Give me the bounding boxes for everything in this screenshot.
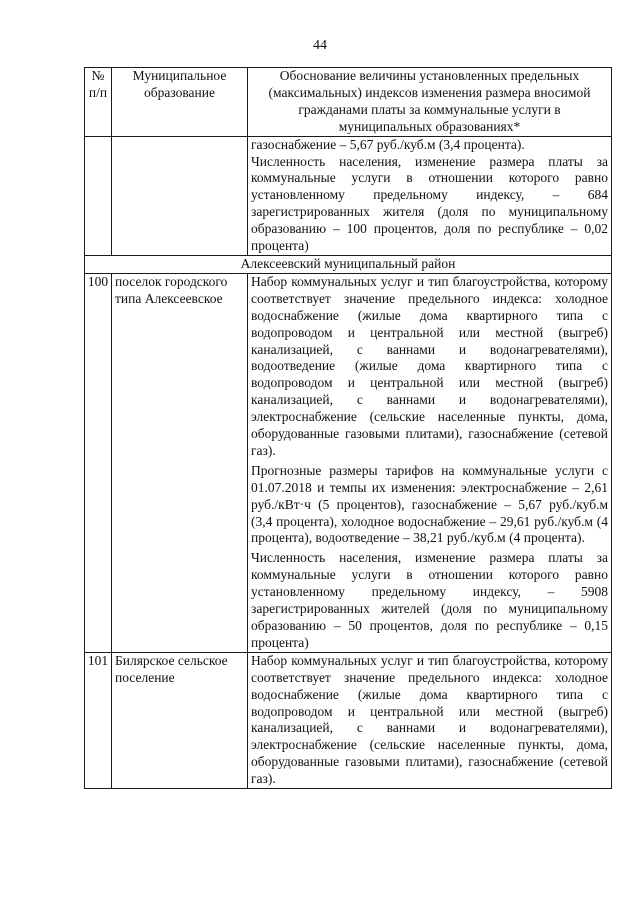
header-municipality: Муниципальное образование [112,68,248,137]
justification-paragraph: Численность населения, изменение размера платы за коммунальные услуги в отношении которого равно установленному предельному индексу, – 5908 зарегистрированных жителей (доля по муниципальному образованию – 50 процентов, доля по республике – 0,15 процента) [251,550,608,650]
cell-empty-num [85,136,112,255]
justification-paragraph: Набор коммунальных услуг и тип благоустройства, которому соответствует значение предельного индекса: холодное водоснабжение (жилые дома квартирного типа с водопроводом и центральной или местной (выгреб) канализацией, с ваннами и водонагревателями), водоотведение (жилые дома квартирного типа с водопроводом и центральной или местной (выгреб) канализацией, с ваннами и водонагревателями), электроснабжение (сельские населенные пункты, дома, оборудованные газовыми плитами), газоснабжение (сетевой газ). [251,273,608,458]
table-row-continued [85,136,612,255]
district-row [85,255,612,273]
page-number: 44 [313,38,327,53]
row-municipality: Билярское сельское поселение [112,652,248,788]
table-row [85,652,612,788]
header-num: № п/п [85,68,112,137]
row-number: 101 [85,652,112,788]
row-justification [248,273,612,652]
continued-paragraph: Численность населения, изменение размера платы за коммунальные услуги в отношении которого равно установленному предельному индексу, – 684 зарегистрированных жителя (доля по муниципальному образованию – 100 процентов, доля по республике – 0,02 процента) [251,153,608,254]
row-number: 100 [85,273,112,652]
tariff-table [84,67,612,789]
row-justification [248,652,612,788]
district-heading: Алексеевский муниципальный район [85,255,612,273]
table-row [85,273,612,652]
cell-empty-municipality [112,136,248,255]
row-municipality: поселок городского типа Алексеевское [112,273,248,652]
justification-paragraph: Прогнозные размеры тарифов на коммунальные услуги с 01.07.2018 и темпы их изменения: электроснабжение – 2,61 руб./кВт·ч (5 процентов), газоснабжение – 5,67 руб./куб.м (3,4 процента), холодное водоснабжение – 29,61 руб./куб.м (4 процента), водоотведение – 38,21 руб./куб.м (4 процента). [251,462,608,546]
justification-paragraph: Набор коммунальных услуг и тип благоустройства, которому соответствует значение предельного индекса: холодное водоснабжение (жилые дома квартирного типа с водопроводом и центральной или местной (выгреб) канализацией, с ваннами и водонагревателями), электроснабжение (сельские населенные пункты, дома, оборудованные газовыми плитами), газоснабжение (сетевой газ). [251,652,608,787]
header-justification: Обоснование величины установленных предельных (максимальных) индексов изменения размера вносимой гражданами платы за коммунальные услуги в муниципальных образованиях* [248,68,612,137]
continued-paragraph: газоснабжение – 5,67 руб./куб.м (3,4 процента). [251,136,525,152]
table-header-row [85,68,612,137]
cell-justification-continued [248,136,612,255]
